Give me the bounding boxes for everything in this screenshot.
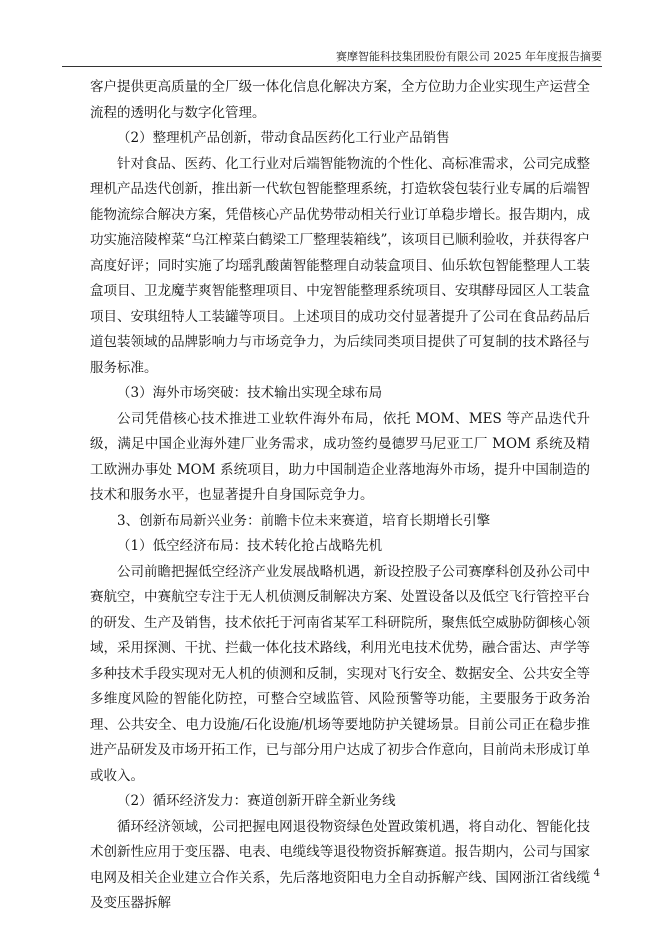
page-number: 4 (593, 868, 600, 879)
paragraph-packing-machine: 针对食品、医药、化工行业对后端智能物流的个性化、高标准需求，公司完成整理机产品迭代创新，推出新一代软包智能整理系统，打造软袋包装行业专属的后端智能物流综合解决方案，凭借核心产品优势带动相关行业订单稳步增长。报告期内，成功实施涪陵榨菜“乌江榨菜白鹤梁工厂整理装箱线”，该项目已顺利验收，并获得客户高度好评；同时实施了均瑶乳酸菌智能整理自动装盒项目、仙乐软包智能整理人工装盒项目、卫龙魔芋爽智能整理项目、中宠智能整理系统项目、安琪酵母园区人工装盒项目、安琪纽特人工装罐等项目。上述项目的成功交付显著提升了公司在食品药品后道包装领域的品牌影响力与市场竞争力，为后续同类项目提供了可复制的技术路径与服务标准。 (90, 155, 590, 376)
document-body (90, 75, 590, 917)
header-divider (62, 66, 602, 67)
section-heading-new-business: 3、创新布局新兴业务：前瞻卡位未来赛道，培育长期增长引擎 (117, 512, 491, 529)
paragraph-overseas-market: 公司凭借核心技术推进工业软件海外布局，依托 MOM、MES 等产品迭代升级，满足中国企业海外建厂业务需求，成功签约曼德罗马尼亚工厂 MOM 系统及精工欧洲办事处 MOM 系统项目，助力中国制造企业落地海外市场，提升中国制造的技术和服务水平，也显著提升自身国际竞争力。 (90, 410, 590, 503)
page-header: 赛摩智能科技集团股份有限公司 2025 年年度报告摘要 (336, 50, 602, 63)
paragraph-circular-economy: 循环经济领域，公司把握电网退役物资绿色处置政策机遇，将自动化、智能化技术创新性应用于变压器、电表、电缆线等退役物资拆解赛道。报告期内，公司与国家电网及相关企业建立合作关系，先后落地资阳电力全自动拆解产线、国网浙江省线缆及变压器拆解 (90, 818, 590, 911)
subheading-circular-economy: （2）循环经济发力：赛道创新开辟全新业务线 (117, 793, 396, 809)
paragraph-low-altitude: 公司前瞻把握低空经济产业发展战略机遇，新设控股子公司赛摩科创及孙公司中赛航空，中赛航空专注于无人机侦测反制解决方案、处置设备以及低空飞行管控平台的研发、生产及销售，技术依托于河南省某军工科研院所，聚焦低空威胁防御核心领域，采用探测、干扰、拦截一体化技术路线，利用光电技术优势，融合雷达、声学等多种技术手段实现对无人机的侦测和反制，实现对飞行安全、数据安全、公共安全等多维度风险的智能化防控，可整合空域监管、风险预警等功能，主要服务于政务治理、公共安全、电力设施/石化设施/机场等要地防护关键场景。目前公司正在稳步推进产品研发及市场开拓工作，已与部分用户达成了初步合作意向，目前尚未形成订单或收入。 (90, 563, 590, 784)
paragraph-continuation: 客户提供更高质量的全厂级一体化信息化解决方案，全方位助力企业实现生产运营全流程的透明化与数字化管理。 (90, 79, 590, 121)
subheading-low-altitude: （1）低空经济布局：技术转化抢占战略先机 (117, 538, 383, 554)
subheading-packing-machine: （2）整理机产品创新，带动食品医药化工行业产品销售 (117, 130, 450, 146)
subheading-overseas-market: （3）海外市场突破：技术输出实现全球布局 (117, 385, 383, 401)
